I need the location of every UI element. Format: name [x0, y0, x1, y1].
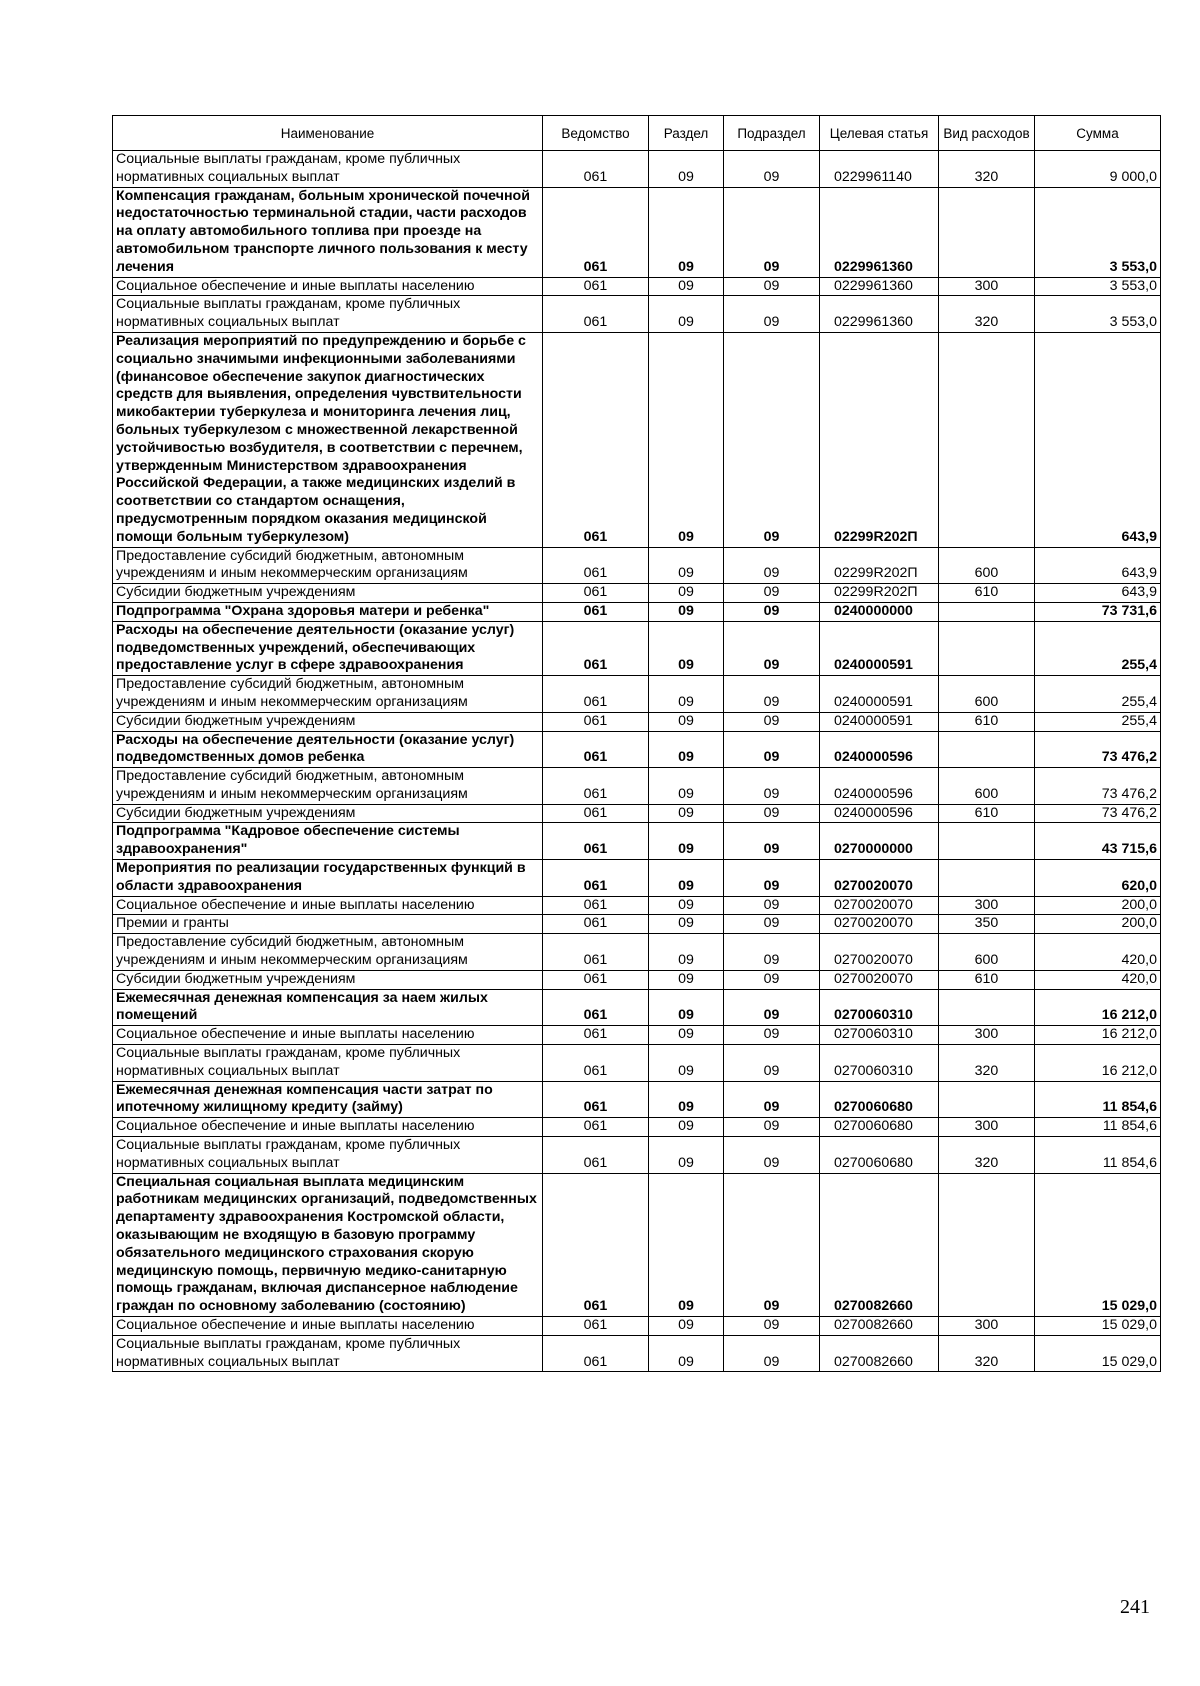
cell-name: Расходы на обеспечение деятельности (оказание услуг) подведомственных учреждений, обеспечивающих предоставление услуг в сфере здравоохранения	[113, 621, 543, 675]
cell-sum: 73 476,2	[1035, 731, 1161, 768]
cell-name: Социальное обеспечение и иные выплаты населению	[113, 1118, 543, 1137]
cell-cel: 0240000596	[820, 731, 939, 768]
cell-ved: 061	[543, 676, 649, 713]
cell-name: Субсидии бюджетным учреждениям	[113, 712, 543, 731]
cell-sum: 73 476,2	[1035, 804, 1161, 823]
table-row	[113, 1081, 1161, 1118]
cell-razd: 09	[649, 989, 724, 1026]
header-vid-raskhodov: Вид расходов	[939, 116, 1035, 151]
table-row	[113, 731, 1161, 768]
cell-name: Социальные выплаты гражданам, кроме публичных нормативных социальных выплат	[113, 1335, 543, 1372]
cell-vid: 320	[939, 296, 1035, 333]
budget-table	[112, 115, 1161, 1372]
cell-razd: 09	[649, 621, 724, 675]
cell-podr: 09	[724, 1026, 820, 1045]
cell-cel: 0270020070	[820, 934, 939, 971]
cell-podr: 09	[724, 712, 820, 731]
cell-vid	[939, 1081, 1035, 1118]
cell-sum: 3 553,0	[1035, 277, 1161, 296]
cell-name: Субсидии бюджетным учреждениям	[113, 804, 543, 823]
cell-sum: 11 854,6	[1035, 1137, 1161, 1174]
cell-podr: 09	[724, 151, 820, 188]
table-row	[113, 970, 1161, 989]
cell-vid	[939, 860, 1035, 897]
cell-podr: 09	[724, 823, 820, 860]
cell-sum: 15 029,0	[1035, 1317, 1161, 1336]
table-body	[113, 151, 1161, 1372]
cell-ved: 061	[543, 547, 649, 584]
cell-ved: 061	[543, 860, 649, 897]
cell-podr: 09	[724, 296, 820, 333]
cell-razd: 09	[649, 602, 724, 621]
table-row	[113, 332, 1161, 547]
cell-cel: 0270060310	[820, 1045, 939, 1082]
cell-name: Компенсация гражданам, больным хронической почечной недостаточностью терминальной стадии, части расходов на оплату автомобильного топлива при проезде на автомобильном транспорте личного пользования к месту лечения	[113, 187, 543, 277]
table-row	[113, 1118, 1161, 1137]
cell-cel: 0270082660	[820, 1173, 939, 1316]
cell-sum: 255,4	[1035, 621, 1161, 675]
cell-ved: 061	[543, 621, 649, 675]
cell-name: Предоставление субсидий бюджетным, автономным учреждениям и иным некоммерческим организациям	[113, 676, 543, 713]
cell-cel: 0240000000	[820, 602, 939, 621]
cell-podr: 09	[724, 277, 820, 296]
cell-ved: 061	[543, 1173, 649, 1316]
cell-razd: 09	[649, 934, 724, 971]
cell-ved: 061	[543, 970, 649, 989]
cell-podr: 09	[724, 896, 820, 915]
header-name: Наименование	[113, 116, 543, 151]
cell-ved: 061	[543, 1081, 649, 1118]
cell-sum: 15 029,0	[1035, 1335, 1161, 1372]
cell-vid: 600	[939, 676, 1035, 713]
cell-razd: 09	[649, 712, 724, 731]
cell-cel: 0270020070	[820, 915, 939, 934]
cell-podr: 09	[724, 1317, 820, 1336]
cell-podr: 09	[724, 584, 820, 603]
cell-razd: 09	[649, 277, 724, 296]
cell-razd: 09	[649, 584, 724, 603]
cell-sum: 9 000,0	[1035, 151, 1161, 188]
cell-vid: 320	[939, 151, 1035, 188]
cell-podr: 09	[724, 602, 820, 621]
cell-razd: 09	[649, 1137, 724, 1174]
cell-ved: 061	[543, 915, 649, 934]
cell-ved: 061	[543, 277, 649, 296]
cell-sum: 43 715,6	[1035, 823, 1161, 860]
cell-cel: 0240000591	[820, 621, 939, 675]
cell-podr: 09	[724, 804, 820, 823]
cell-vid	[939, 989, 1035, 1026]
cell-razd: 09	[649, 1026, 724, 1045]
cell-vid: 300	[939, 1317, 1035, 1336]
cell-vid: 350	[939, 915, 1035, 934]
cell-ved: 061	[543, 1335, 649, 1372]
header-podrazdel: Подраздел	[724, 116, 820, 151]
table-row	[113, 151, 1161, 188]
header-summa: Сумма	[1035, 116, 1161, 151]
cell-vid: 600	[939, 768, 1035, 805]
cell-razd: 09	[649, 296, 724, 333]
cell-ved: 061	[543, 332, 649, 547]
cell-razd: 09	[649, 731, 724, 768]
cell-razd: 09	[649, 1317, 724, 1336]
table-row	[113, 1317, 1161, 1336]
cell-ved: 061	[543, 1137, 649, 1174]
cell-ved: 061	[543, 151, 649, 188]
cell-podr: 09	[724, 934, 820, 971]
cell-sum: 643,9	[1035, 547, 1161, 584]
cell-sum: 200,0	[1035, 915, 1161, 934]
cell-podr: 09	[724, 731, 820, 768]
cell-podr: 09	[724, 860, 820, 897]
table-row	[113, 989, 1161, 1026]
cell-name: Подпрограмма "Кадровое обеспечение системы здравоохранения"	[113, 823, 543, 860]
cell-cel: 0240000591	[820, 712, 939, 731]
cell-razd: 09	[649, 915, 724, 934]
table-row	[113, 1045, 1161, 1082]
cell-sum: 255,4	[1035, 676, 1161, 713]
cell-ved: 061	[543, 584, 649, 603]
cell-podr: 09	[724, 1081, 820, 1118]
cell-podr: 09	[724, 1118, 820, 1137]
cell-vid: 320	[939, 1137, 1035, 1174]
cell-ved: 061	[543, 1118, 649, 1137]
cell-razd: 09	[649, 1045, 724, 1082]
table-row	[113, 823, 1161, 860]
cell-vid: 320	[939, 1045, 1035, 1082]
table-row	[113, 1173, 1161, 1316]
table-row	[113, 804, 1161, 823]
cell-ved: 061	[543, 602, 649, 621]
cell-sum: 16 212,0	[1035, 1045, 1161, 1082]
cell-cel: 02299R202П	[820, 584, 939, 603]
cell-razd: 09	[649, 1118, 724, 1137]
cell-cel: 0229961360	[820, 296, 939, 333]
cell-name: Социальные выплаты гражданам, кроме публичных нормативных социальных выплат	[113, 1137, 543, 1174]
cell-vid: 600	[939, 934, 1035, 971]
cell-razd: 09	[649, 547, 724, 584]
cell-vid: 300	[939, 1026, 1035, 1045]
cell-razd: 09	[649, 768, 724, 805]
cell-sum: 16 212,0	[1035, 1026, 1161, 1045]
cell-cel: 0240000596	[820, 804, 939, 823]
cell-name: Ежемесячная денежная компенсация за наем жилых помещений	[113, 989, 543, 1026]
cell-name: Предоставление субсидий бюджетным, автономным учреждениям и иным некоммерческим организациям	[113, 547, 543, 584]
cell-vid	[939, 621, 1035, 675]
cell-ved: 061	[543, 804, 649, 823]
cell-podr: 09	[724, 915, 820, 934]
cell-name: Подпрограмма "Охрана здоровья матери и ребенка"	[113, 602, 543, 621]
cell-sum: 73 731,6	[1035, 602, 1161, 621]
cell-name: Ежемесячная денежная компенсация части затрат по ипотечному жилищному кредиту (займу)	[113, 1081, 543, 1118]
cell-cel: 0229961140	[820, 151, 939, 188]
cell-vid: 610	[939, 970, 1035, 989]
cell-cel: 0270082660	[820, 1317, 939, 1336]
cell-podr: 09	[724, 332, 820, 547]
cell-podr: 09	[724, 1335, 820, 1372]
cell-razd: 09	[649, 1173, 724, 1316]
cell-name: Предоставление субсидий бюджетным, автономным учреждениям и иным некоммерческим организациям	[113, 768, 543, 805]
cell-cel: 0270060680	[820, 1118, 939, 1137]
cell-vid: 610	[939, 584, 1035, 603]
table-row	[113, 584, 1161, 603]
cell-podr: 09	[724, 1137, 820, 1174]
table-row	[113, 712, 1161, 731]
table-row	[113, 621, 1161, 675]
cell-name: Предоставление субсидий бюджетным, автономным учреждениям и иным некоммерческим организациям	[113, 934, 543, 971]
cell-razd: 09	[649, 187, 724, 277]
cell-razd: 09	[649, 823, 724, 860]
header-celevaya-statya: Целевая статья	[820, 116, 939, 151]
cell-vid	[939, 1173, 1035, 1316]
table-row	[113, 860, 1161, 897]
table-row	[113, 934, 1161, 971]
cell-cel: 0270060310	[820, 989, 939, 1026]
cell-cel: 0270082660	[820, 1335, 939, 1372]
cell-name: Социальное обеспечение и иные выплаты населению	[113, 1026, 543, 1045]
cell-name: Субсидии бюджетным учреждениям	[113, 584, 543, 603]
cell-ved: 061	[543, 1026, 649, 1045]
cell-ved: 061	[543, 731, 649, 768]
cell-name: Премии и гранты	[113, 915, 543, 934]
cell-name: Социальные выплаты гражданам, кроме публичных нормативных социальных выплат	[113, 151, 543, 188]
cell-ved: 061	[543, 187, 649, 277]
cell-name: Мероприятия по реализации государственных функций в области здравоохранения	[113, 860, 543, 897]
cell-sum: 11 854,6	[1035, 1081, 1161, 1118]
cell-sum: 643,9	[1035, 584, 1161, 603]
cell-vid: 300	[939, 896, 1035, 915]
table-header	[113, 116, 1161, 151]
cell-vid: 610	[939, 712, 1035, 731]
cell-razd: 09	[649, 1335, 724, 1372]
cell-name: Социальные выплаты гражданам, кроме публичных нормативных социальных выплат	[113, 296, 543, 333]
cell-sum: 16 212,0	[1035, 989, 1161, 1026]
cell-cel: 0270060680	[820, 1081, 939, 1118]
cell-podr: 09	[724, 547, 820, 584]
cell-cel: 0229961360	[820, 187, 939, 277]
cell-name: Социальное обеспечение и иные выплаты населению	[113, 1317, 543, 1336]
header-row	[113, 116, 1161, 151]
cell-razd: 09	[649, 860, 724, 897]
cell-name: Социальные выплаты гражданам, кроме публичных нормативных социальных выплат	[113, 1045, 543, 1082]
table-row	[113, 547, 1161, 584]
cell-razd: 09	[649, 970, 724, 989]
cell-cel: 02299R202П	[820, 547, 939, 584]
cell-podr: 09	[724, 621, 820, 675]
table-row	[113, 296, 1161, 333]
cell-podr: 09	[724, 187, 820, 277]
cell-razd: 09	[649, 896, 724, 915]
cell-cel: 0270060680	[820, 1137, 939, 1174]
header-razdel: Раздел	[649, 116, 724, 151]
cell-sum: 200,0	[1035, 896, 1161, 915]
table-row	[113, 187, 1161, 277]
cell-vid: 600	[939, 547, 1035, 584]
cell-razd: 09	[649, 804, 724, 823]
cell-ved: 061	[543, 989, 649, 1026]
table-row	[113, 915, 1161, 934]
header-vedomstvo: Ведомство	[543, 116, 649, 151]
cell-razd: 09	[649, 332, 724, 547]
cell-vid: 300	[939, 277, 1035, 296]
cell-podr: 09	[724, 1045, 820, 1082]
cell-sum: 620,0	[1035, 860, 1161, 897]
cell-ved: 061	[543, 934, 649, 971]
cell-cel: 0270020070	[820, 860, 939, 897]
cell-cel: 02299R202П	[820, 332, 939, 547]
cell-sum: 643,9	[1035, 332, 1161, 547]
cell-name: Социальное обеспечение и иные выплаты населению	[113, 896, 543, 915]
cell-cel: 0270020070	[820, 896, 939, 915]
cell-name: Специальная социальная выплата медицинским работникам медицинских организаций, подведомственных департаменту здравоохранения Костромской области, оказывающим не входящую в базовую программу обязательного медицинского страхования скорую медицинскую помощь, первичную медико-санитарную помощь гражданам, включая диспансерное наблюдение граждан по основному заболеванию (состоянию)	[113, 1173, 543, 1316]
cell-name: Реализация мероприятий по предупреждению и борьбе с социально значимыми инфекционными заболеваниями (финансовое обеспечение закупок диагностических средств для выявления, определения чувствительности микобактерии туберкулеза и мониторинга лечения лиц, больных туберкулезом с множественной лекарственной устойчивостью возбудителя, в соответствии с перечнем, утвержденным Министерством здравоохранения Российской Федерации, а также медицинских изделий в соответствии со стандартом оснащения, предусмотренным порядком оказания медицинской помощи больным туберкулезом)	[113, 332, 543, 547]
table-row	[113, 1335, 1161, 1372]
cell-cel: 0229961360	[820, 277, 939, 296]
cell-sum: 3 553,0	[1035, 296, 1161, 333]
cell-vid	[939, 187, 1035, 277]
cell-podr: 09	[724, 768, 820, 805]
table-row	[113, 896, 1161, 915]
cell-vid	[939, 332, 1035, 547]
cell-cel: 0240000596	[820, 768, 939, 805]
cell-podr: 09	[724, 989, 820, 1026]
cell-sum: 11 854,6	[1035, 1118, 1161, 1137]
cell-cel: 0240000591	[820, 676, 939, 713]
cell-name: Социальное обеспечение и иные выплаты населению	[113, 277, 543, 296]
cell-sum: 73 476,2	[1035, 768, 1161, 805]
cell-razd: 09	[649, 676, 724, 713]
table-row	[113, 277, 1161, 296]
table-row	[113, 1137, 1161, 1174]
cell-vid	[939, 823, 1035, 860]
cell-cel: 0270000000	[820, 823, 939, 860]
table-row	[113, 1026, 1161, 1045]
cell-podr: 09	[724, 970, 820, 989]
table-row	[113, 602, 1161, 621]
cell-razd: 09	[649, 1081, 724, 1118]
cell-sum: 420,0	[1035, 934, 1161, 971]
cell-vid: 610	[939, 804, 1035, 823]
cell-razd: 09	[649, 151, 724, 188]
cell-podr: 09	[724, 676, 820, 713]
cell-ved: 061	[543, 896, 649, 915]
cell-vid	[939, 602, 1035, 621]
cell-sum: 15 029,0	[1035, 1173, 1161, 1316]
cell-ved: 061	[543, 712, 649, 731]
cell-ved: 061	[543, 296, 649, 333]
cell-sum: 420,0	[1035, 970, 1161, 989]
cell-ved: 061	[543, 1045, 649, 1082]
cell-cel: 0270060310	[820, 1026, 939, 1045]
table-row	[113, 768, 1161, 805]
cell-sum: 3 553,0	[1035, 187, 1161, 277]
page-number: 241	[1120, 1596, 1150, 1618]
cell-podr: 09	[724, 1173, 820, 1316]
cell-vid: 320	[939, 1335, 1035, 1372]
cell-sum: 255,4	[1035, 712, 1161, 731]
cell-name: Субсидии бюджетным учреждениям	[113, 970, 543, 989]
table-row	[113, 676, 1161, 713]
cell-vid	[939, 731, 1035, 768]
cell-ved: 061	[543, 823, 649, 860]
cell-cel: 0270020070	[820, 970, 939, 989]
cell-vid: 300	[939, 1118, 1035, 1137]
cell-name: Расходы на обеспечение деятельности (оказание услуг) подведомственных домов ребенка	[113, 731, 543, 768]
cell-ved: 061	[543, 1317, 649, 1336]
cell-ved: 061	[543, 768, 649, 805]
